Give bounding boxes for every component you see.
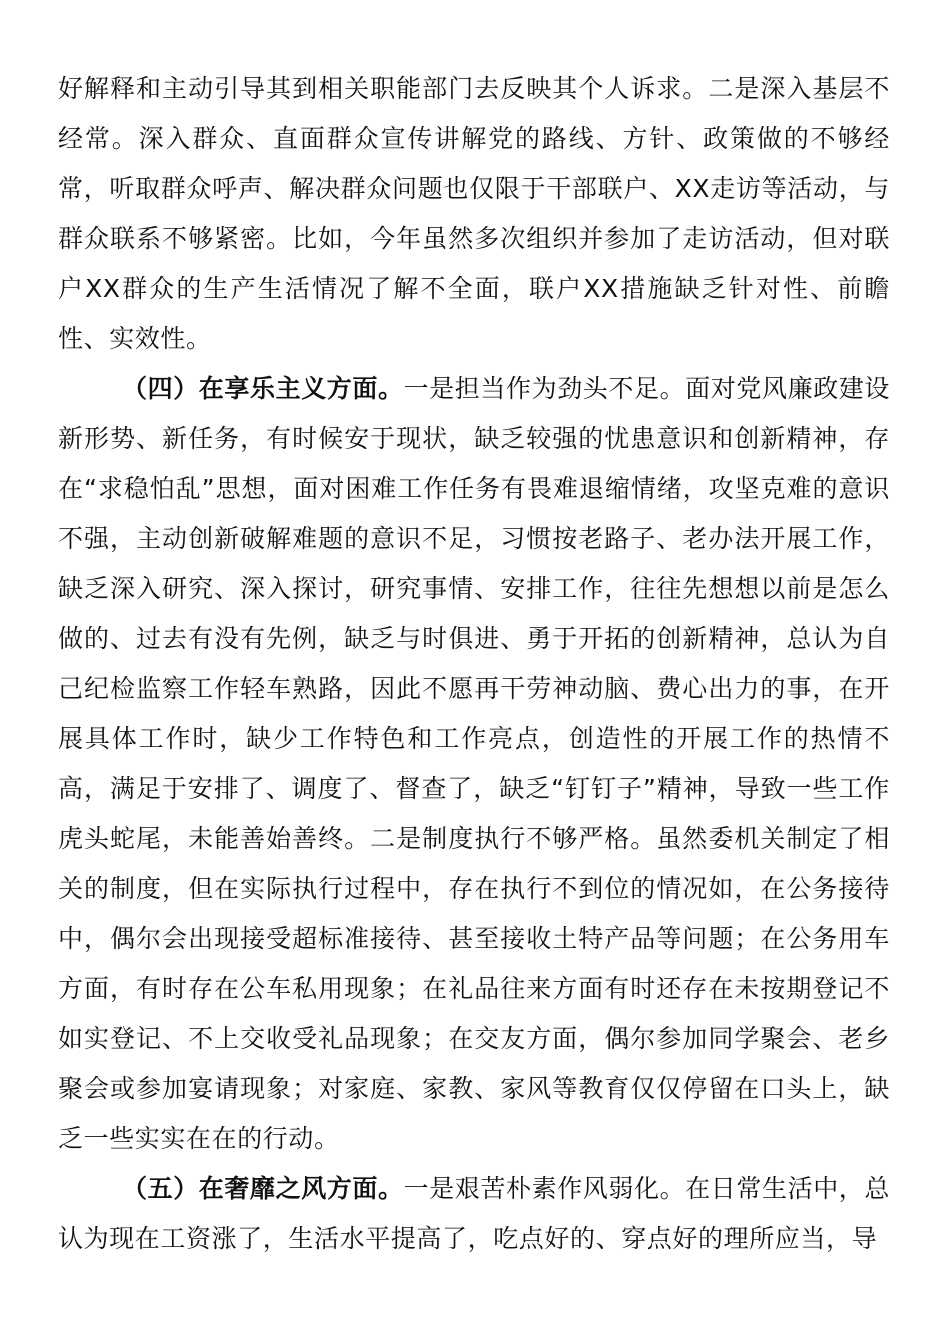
paragraph-1-text: 好解释和主动引导其到相关职能部门去反映其个人诉求。二是深入基层不经常。深入群众、直面群众宣传讲解党的路线、方针、政策做的不够经常，听取群众呼声、解决群众问题也仅限于干部联户、XX走访等活动，与群众联系不够紧密。比如，今年虽然多次组织并参加了走访活动，但对联户XX群众的生产生活情况了解不全面，联户XX措施缺乏针对性、前瞻性、实效性。 bbox=[58, 74, 890, 353]
paragraph-3-text: 一是艰苦朴素作风弱化。在日常生活中，总认为现在工资涨了，生活水平提高了，吃点好的、穿点好的理所应当，导 bbox=[58, 1174, 891, 1253]
document-body bbox=[58, 64, 890, 1264]
paragraph-1 bbox=[58, 64, 890, 364]
section-heading-5: （五）在奢靡之风方面。 bbox=[122, 1174, 404, 1203]
paragraph-2-text: 一是担当作为劲头不足。面对党风廉政建设新形势、新任务，有时候安于现状，缺乏较强的忧患意识和创新精神，存在“求稳怕乱”思想，面对困难工作任务有畏难退缩情绪，攻坚克难的意识不强，主动创新破解难题的意识不足，习惯按老路子、老办法开展工作，缺乏深入研究、深入探讨，研究事情、安排工作，往往先想想以前是怎么做的、过去有没有先例，缺乏与时俱进、勇于开拓的创新精神，总认为自己纪检监察工作轻车熟路，因此不愿再干劳神动脑、费心出力的事，在开展具体工作时，缺少工作特色和工作亮点，创造性的开展工作的热情不高，满足于安排了、调度了、督查了，缺乏“钉钉子”精神，导致一些工作虎头蛇尾，未能善始善终。二是制度执行不够严格。虽然委机关制定了相关的制度，但在实际执行过程中，存在执行不到位的情况如，在公务接待中，偶尔会出现接受超标准接待、甚至接收土特产品等问题；在公务用车方面，有时存在公车私用现象；在礼品往来方面有时还存在未按期登记不如实登记、不上交收受礼品现象；在交友方面，偶尔参加同学聚会、老乡聚会或参加宴请现象；对家庭、家教、家风等教育仅仅停留在口头上，缺乏一些实实在在的行动。 bbox=[58, 374, 891, 1153]
paragraph-3 bbox=[58, 1164, 890, 1264]
paragraph-2 bbox=[58, 364, 890, 1164]
section-heading-4: （四）在享乐主义方面。 bbox=[122, 374, 404, 403]
